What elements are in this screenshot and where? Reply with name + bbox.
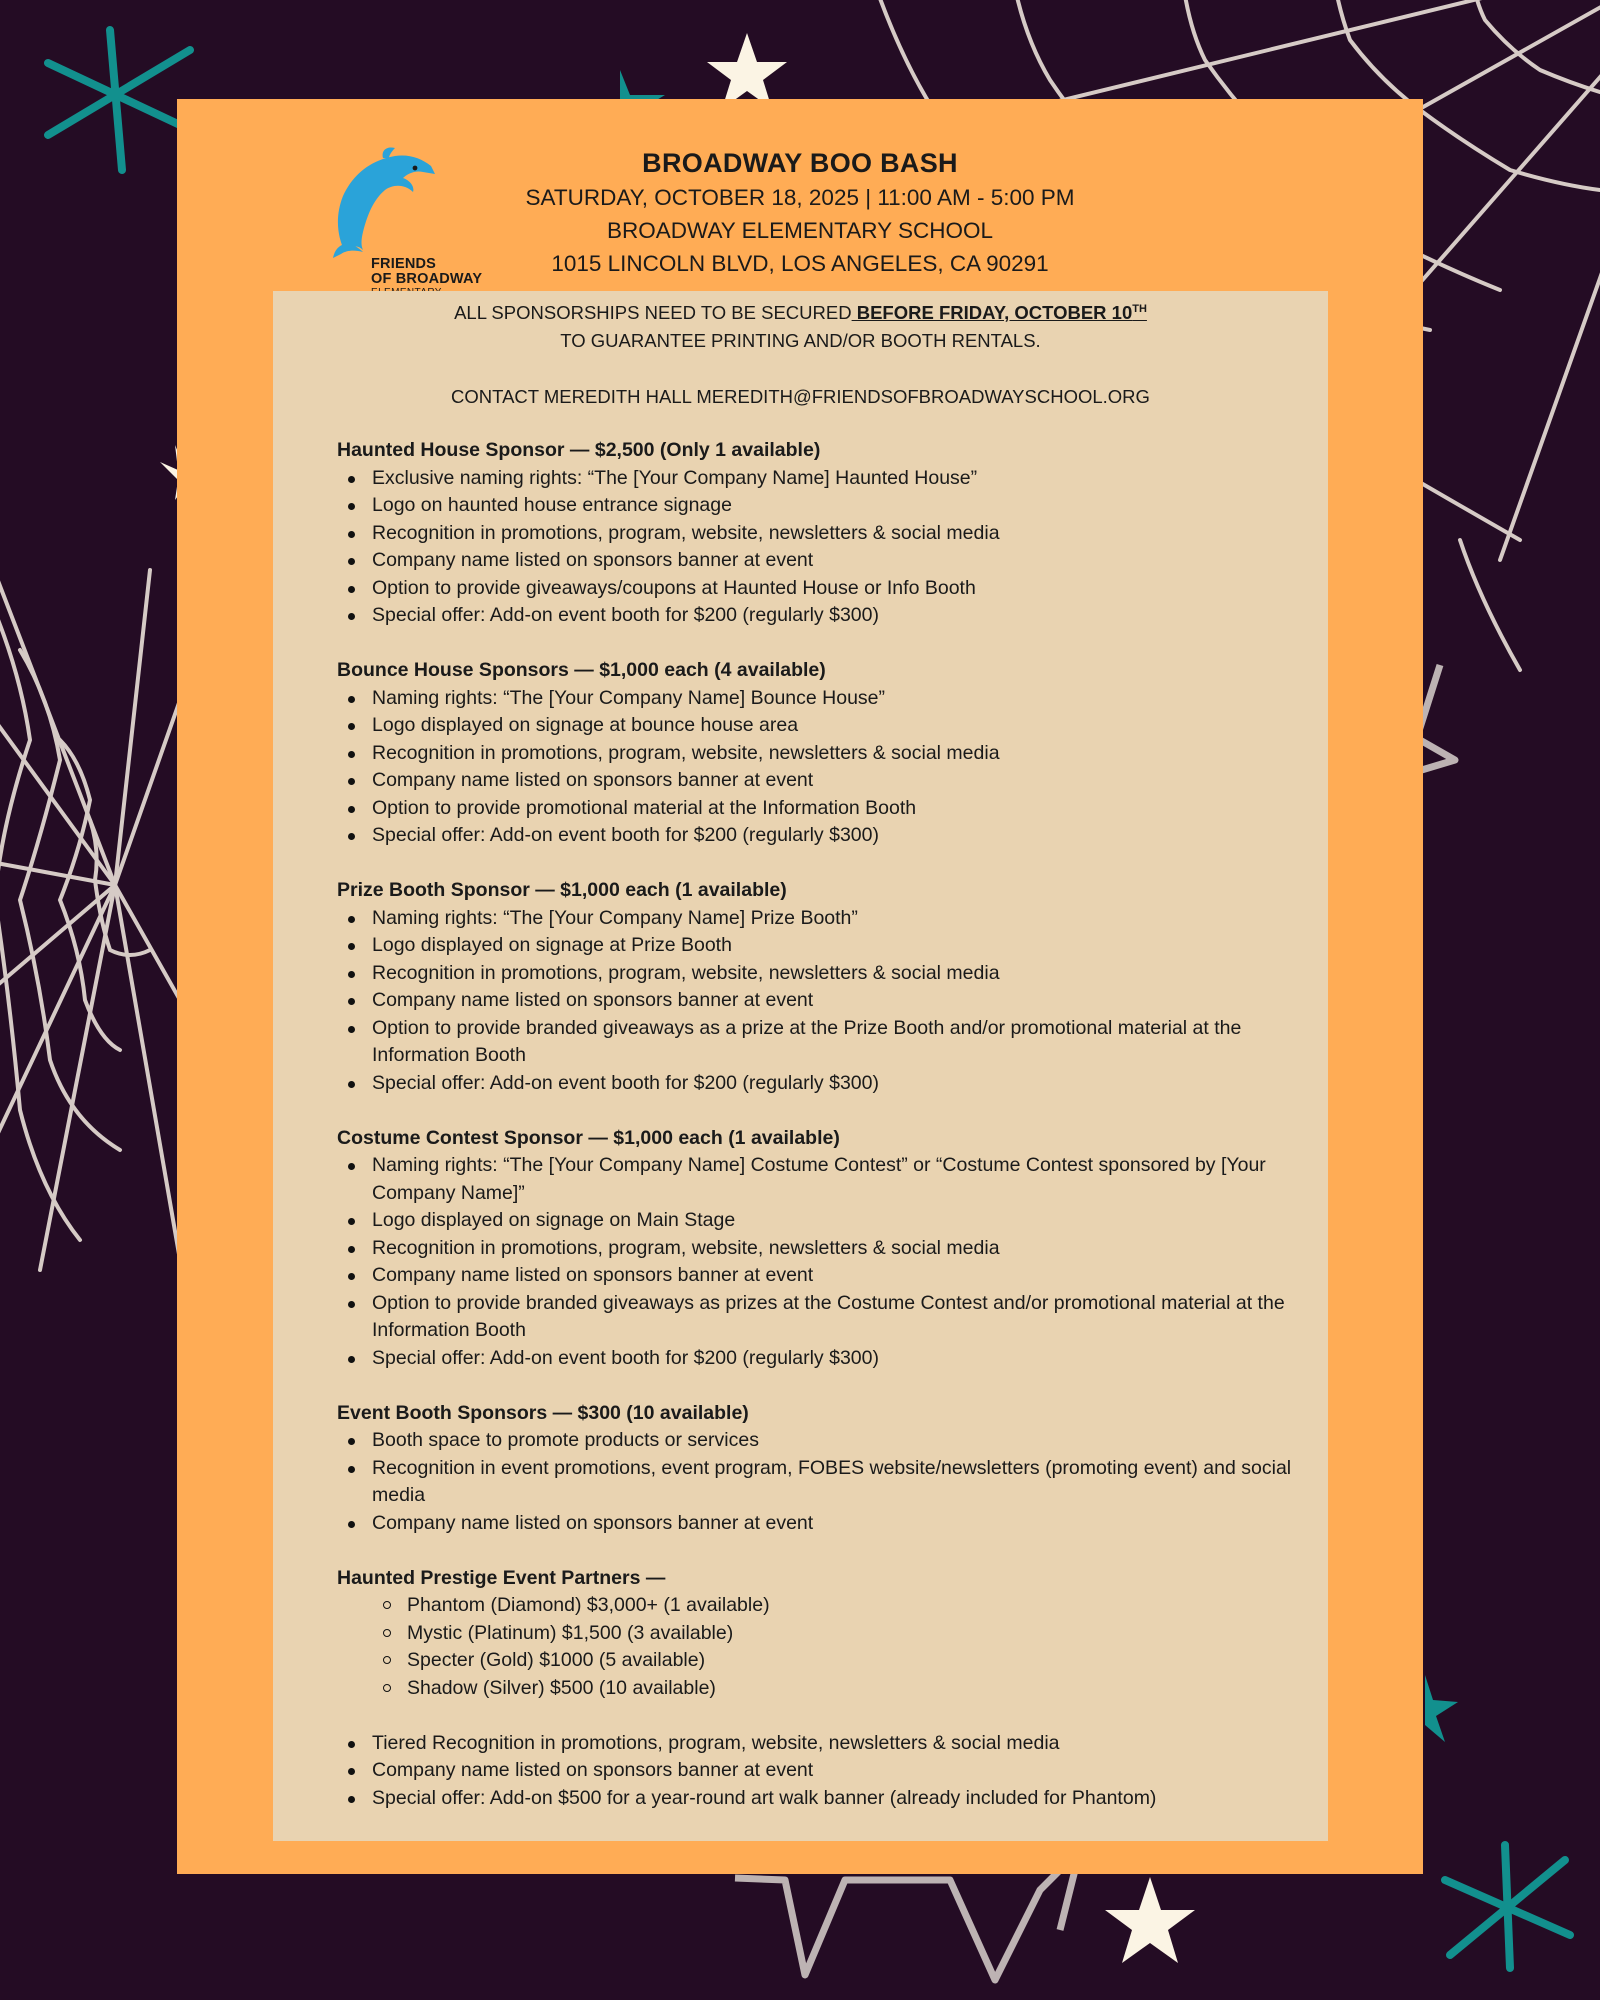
event-date-time: SATURDAY, OCTOBER 18, 2025 | 11:00 AM - 5:00 PM bbox=[525, 185, 1075, 210]
notice-deadline bbox=[852, 302, 1147, 323]
benefit-item: Recognition in event promotions, event program, FOBES website/newsletters (promoting event) and social media bbox=[372, 1455, 1297, 1510]
sponsor-section bbox=[337, 657, 1297, 850]
notice-prefix: ALL SPONSORSHIPS NEED TO BE SECURED bbox=[454, 302, 852, 323]
notice-deadline-text: BEFORE FRIDAY, OCTOBER 10 bbox=[851, 302, 1133, 323]
event-title: BROADWAY BOO BASH bbox=[642, 148, 958, 178]
benefit-item: Logo displayed on signage at bounce house area bbox=[372, 712, 1297, 740]
event-address: 1015 LINCOLN BLVD, LOS ANGELES, CA 90291 bbox=[551, 251, 1049, 276]
benefit-item: Naming rights: “The [Your Company Name] Bounce House” bbox=[372, 685, 1297, 713]
benefit-item: Company name listed on sponsors banner at event bbox=[372, 767, 1297, 795]
prestige-tier-item: Mystic (Platinum) $1,500 (3 available) bbox=[407, 1620, 1297, 1648]
notice-line2: TO GUARANTEE PRINTING AND/OR BOOTH RENTALS. bbox=[560, 330, 1041, 351]
benefit-list bbox=[337, 1427, 1297, 1537]
benefit-item: Recognition in promotions, program, website, newsletters & social media bbox=[372, 520, 1297, 548]
sponsor-section-title: Haunted House Sponsor — $2,500 (Only 1 available) bbox=[337, 439, 821, 461]
prestige-section bbox=[337, 1565, 1297, 1813]
sponsorship-sections bbox=[337, 437, 1297, 1840]
spider-web-left bbox=[0, 560, 180, 1270]
benefit-item: Company name listed on sponsors banner at event bbox=[372, 1510, 1297, 1538]
benefit-item: Option to provide branded giveaways as a prize at the Prize Booth and/or promotional material at the Information Booth bbox=[372, 1015, 1297, 1070]
benefit-item: Recognition in promotions, program, website, newsletters & social media bbox=[372, 740, 1297, 768]
benefit-item: Option to provide giveaways/coupons at Haunted House or Info Booth bbox=[372, 575, 1297, 603]
benefit-item: Option to provide promotional material at the Information Booth bbox=[372, 795, 1297, 823]
logo-line-friends: FRIENDS bbox=[371, 256, 437, 272]
prestige-tier-item: Shadow (Silver) $500 (10 available) bbox=[407, 1675, 1297, 1703]
sponsor-section bbox=[337, 1400, 1297, 1538]
event-venue: BROADWAY ELEMENTARY SCHOOL bbox=[607, 218, 993, 243]
sponsor-section bbox=[337, 437, 1297, 630]
event-header bbox=[177, 145, 1423, 280]
benefit-item: Tiered Recognition in promotions, program, website, newsletters & social media bbox=[372, 1730, 1297, 1758]
benefit-item: Special offer: Add-on event booth for $200 (regularly $300) bbox=[372, 822, 1297, 850]
benefit-item: Company name listed on sponsors banner at event bbox=[372, 1262, 1297, 1290]
benefit-item: Recognition in promotions, program, website, newsletters & social media bbox=[372, 1235, 1297, 1263]
benefit-item: Logo displayed on signage at Prize Booth bbox=[372, 932, 1297, 960]
logo-line-of-broadway: OF BROADWAY bbox=[371, 271, 483, 287]
prestige-tier-item: Phantom (Diamond) $3,000+ (1 available) bbox=[407, 1592, 1297, 1620]
sponsor-section bbox=[337, 1125, 1297, 1373]
benefit-item: Naming rights: “The [Your Company Name] Costume Contest” or “Costume Contest sponsored by [Your Company Name]” bbox=[372, 1152, 1297, 1207]
teal-star-partial-right bbox=[1425, 1675, 1458, 1742]
benefit-list bbox=[337, 465, 1297, 630]
benefit-item: Exclusive naming rights: “The [Your Company Name] Haunted House” bbox=[372, 465, 1297, 493]
benefit-list bbox=[337, 905, 1297, 1098]
benefit-item: Logo on haunted house entrance signage bbox=[372, 492, 1297, 520]
benefit-item: Company name listed on sponsors banner at event bbox=[372, 987, 1297, 1015]
contact-line: CONTACT MEREDITH HALL MEREDITH@FRIENDSOFBROADWAYSCHOOL.ORG bbox=[451, 386, 1150, 407]
prestige-tier-item: Specter (Gold) $1000 (5 available) bbox=[407, 1647, 1297, 1675]
notice-deadline-suffix: TH bbox=[1132, 302, 1147, 315]
benefit-item: Recognition in promotions, program, website, newsletters & social media bbox=[372, 960, 1297, 988]
sponsor-section-title: Event Booth Sponsors — $300 (10 available) bbox=[337, 1401, 749, 1424]
benefit-item: Naming rights: “The [Your Company Name] Prize Booth” bbox=[372, 905, 1297, 933]
starburst-bottom-right bbox=[1445, 1845, 1570, 1968]
sponsorship-flyer bbox=[177, 99, 1423, 1874]
benefit-item: Logo displayed on signage on Main Stage bbox=[372, 1207, 1297, 1235]
benefit-item: Option to provide branded giveaways as prizes at the Costume Contest and/or promotional material at the Information Booth bbox=[372, 1290, 1297, 1345]
deadline-notice bbox=[273, 299, 1328, 355]
benefit-item: Special offer: Add-on event booth for $200 (regularly $300) bbox=[372, 1070, 1297, 1098]
prestige-tier-list bbox=[337, 1592, 1297, 1702]
starburst-top-left bbox=[48, 30, 190, 170]
sponsor-section-title: Costume Contest Sponsor — $1,000 each (1 available) bbox=[337, 1126, 840, 1149]
sponsor-section bbox=[337, 877, 1297, 1097]
benefit-item: Company name listed on sponsors banner at event bbox=[372, 547, 1297, 575]
white-star-top bbox=[707, 33, 787, 109]
benefit-item: Company name listed on sponsors banner at event bbox=[372, 1757, 1297, 1785]
benefit-list bbox=[337, 1152, 1297, 1372]
sponsor-section-title: Prize Booth Sponsor — $1,000 each (1 available) bbox=[337, 879, 787, 901]
sponsorship-panel bbox=[273, 291, 1328, 1841]
sponsor-section-title: Bounce House Sponsors — $1,000 each (4 available) bbox=[337, 659, 826, 681]
benefit-item: Special offer: Add-on event booth for $200 (regularly $300) bbox=[372, 602, 1297, 630]
prestige-benefit-list bbox=[337, 1730, 1297, 1813]
benefit-list bbox=[337, 685, 1297, 850]
benefit-item: Special offer: Add-on event booth for $200 (regularly $300) bbox=[372, 1345, 1297, 1373]
white-star-bottom bbox=[1105, 1877, 1195, 1963]
benefit-item: Booth space to promote products or services bbox=[372, 1427, 1297, 1455]
prestige-title: Haunted Prestige Event Partners — bbox=[337, 1566, 666, 1589]
benefit-item: Special offer: Add-on $500 for a year-round art walk banner (already included for Phantom) bbox=[372, 1785, 1297, 1813]
